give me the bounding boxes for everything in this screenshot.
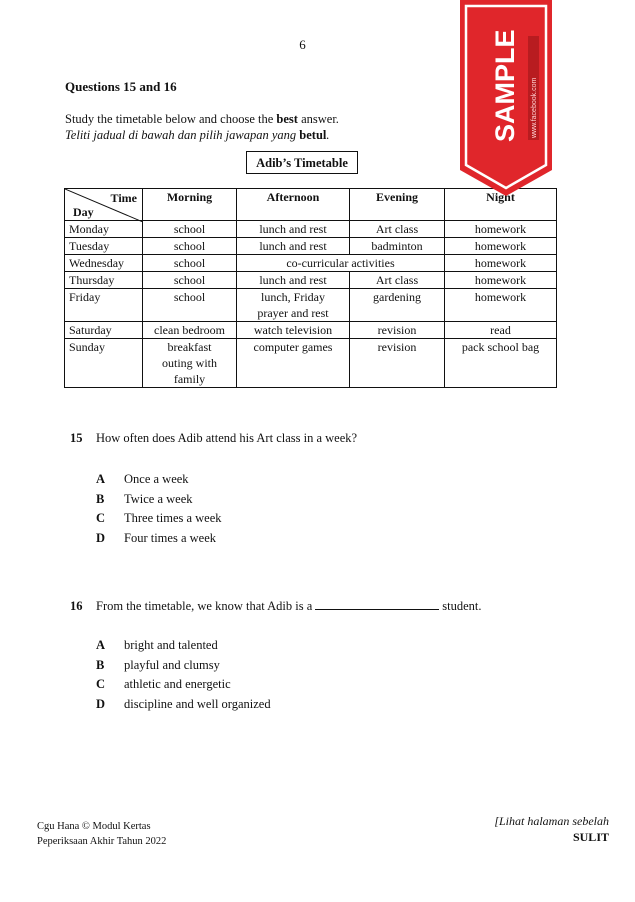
column-header-morning: Morning — [143, 189, 237, 221]
answer-blank — [315, 597, 439, 610]
table-cell: lunch and rest — [237, 221, 350, 238]
table-cell: homework — [445, 238, 557, 255]
table-cell: computer games — [237, 339, 350, 388]
table-cell: school — [143, 255, 237, 272]
section-heading: Questions 15 and 16 — [65, 79, 177, 94]
table-row — [65, 322, 557, 339]
instruction-malay: Teliti jadual di bawah dan pilih jawapan yang betul. — [65, 128, 330, 142]
day-cell: Friday — [65, 289, 143, 322]
table-row — [65, 221, 557, 238]
table-cell: badminton — [350, 238, 445, 255]
option-c[interactable]: C Three times a week — [96, 511, 222, 525]
table-cell: revision — [350, 339, 445, 388]
day-cell: Thursday — [65, 272, 143, 289]
table-cell: lunch and rest — [237, 238, 350, 255]
sample-stamp-text: SAMPLE — [490, 29, 520, 142]
page-number: 6 — [299, 37, 306, 52]
corner-cell — [65, 189, 143, 221]
table-cell: lunch, Friday prayer and rest — [237, 289, 350, 322]
instructions — [65, 111, 339, 143]
sample-stamp — [460, 0, 552, 196]
question-16-options — [96, 636, 271, 714]
table-cell: gardening — [350, 289, 445, 322]
table-cell: Art class — [350, 221, 445, 238]
sample-stamp-side-text: www.facebook.com — [531, 77, 538, 138]
timetable-title: Adib’s Timetable — [246, 151, 358, 174]
corner-day-label: Day — [73, 205, 94, 219]
question-16 — [70, 597, 482, 614]
table-row — [65, 272, 557, 289]
timetable — [64, 188, 557, 388]
footer-page-note: [Lihat halaman sebelah SULIT — [494, 814, 609, 844]
table-cell: school — [143, 221, 237, 238]
question-number: 16 — [70, 599, 83, 613]
option-b[interactable]: B playful and clumsy — [96, 657, 220, 672]
question-text: From the timetable, we know that Adib is a — [96, 599, 313, 613]
table-cell: school — [143, 238, 237, 255]
option-a[interactable]: A bright and talented — [96, 638, 218, 652]
day-cell: Wednesday — [65, 255, 143, 272]
question-15-options — [96, 470, 222, 548]
table-cell: revision — [350, 322, 445, 339]
option-c[interactable]: C athletic and energetic — [96, 677, 231, 691]
table-cell: Art class — [350, 272, 445, 289]
table-row — [65, 255, 557, 272]
table-cell: homework — [445, 289, 557, 322]
option-b[interactable]: B Twice a week — [96, 491, 193, 506]
table-cell: clean bedroom — [143, 322, 237, 339]
day-cell: Sunday — [65, 339, 143, 388]
table-cell-merged: co-curricular activities — [237, 255, 445, 272]
day-cell: Monday — [65, 221, 143, 238]
day-cell: Saturday — [65, 322, 143, 339]
table-row — [65, 289, 557, 322]
column-header-afternoon: Afternoon — [237, 189, 350, 221]
table-cell: school — [143, 272, 237, 289]
table-row — [65, 339, 557, 388]
table-cell: homework — [445, 272, 557, 289]
question-text-end: student. — [442, 599, 482, 613]
day-cell: Tuesday — [65, 238, 143, 255]
table-row — [65, 238, 557, 255]
table-cell: read — [445, 322, 557, 339]
corner-time-label: Time — [110, 191, 137, 205]
table-cell: breakfast outing with family — [143, 339, 237, 388]
option-a[interactable]: A Once a week — [96, 472, 189, 486]
column-header-evening: Evening — [350, 189, 445, 221]
question-15 — [70, 431, 357, 446]
option-d[interactable]: D discipline and well organized — [96, 696, 271, 711]
column-header-night: Night — [445, 189, 557, 221]
question-text: How often does Adib attend his Art class in a week? — [96, 431, 358, 445]
table-cell: pack school bag — [445, 339, 557, 388]
footer-credit: Cgu Hana © Modul Kertas Peperiksaan Akhir Tahun 2022 — [37, 821, 167, 847]
instruction-english: Study the timetable below and choose the best answer. — [65, 112, 339, 126]
table-cell: lunch and rest — [237, 272, 350, 289]
question-number: 15 — [70, 431, 83, 445]
table-cell: homework — [445, 255, 557, 272]
table-cell: school — [143, 289, 237, 322]
option-d[interactable]: D Four times a week — [96, 530, 216, 545]
table-cell: homework — [445, 221, 557, 238]
table-cell: watch television — [237, 322, 350, 339]
